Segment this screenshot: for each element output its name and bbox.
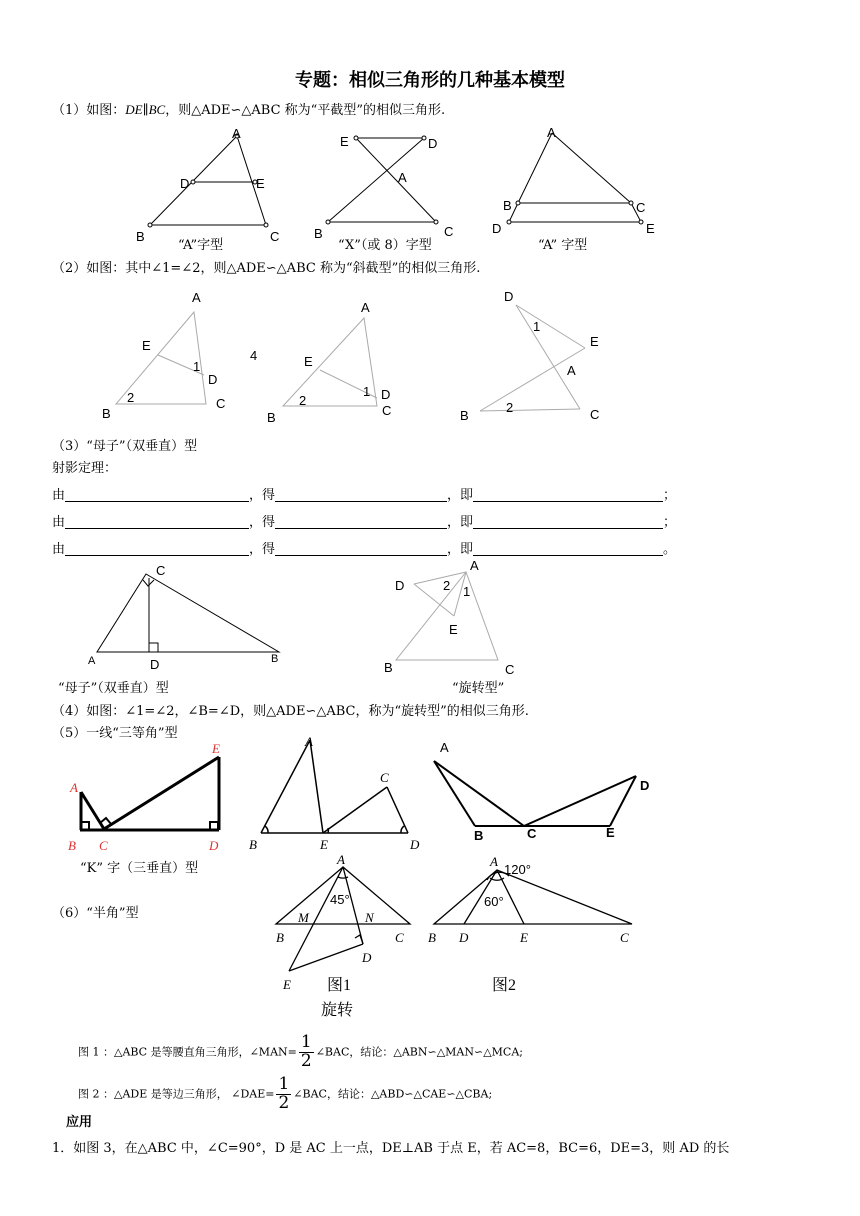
label-B: B [503,198,512,213]
label-E: E [283,977,291,992]
label-C: C [527,826,537,841]
label-E: E [212,741,220,756]
label-C: C [380,770,389,785]
label-B: B [460,408,469,423]
label-2: 2 [299,393,307,408]
label-E: E [320,837,328,852]
label-D: D [395,578,405,593]
label-C: C [156,563,166,578]
label-1: 1 [533,319,541,334]
figure-mother-child [97,574,279,652]
figure-a-shape-2 [492,125,655,236]
label-B: B [271,653,279,665]
label-D: D [362,950,372,965]
section1-text: （1）如图：DE∥BC，则△ADE∽△ABC 称为“平截型”的相似三角形. [52,102,446,118]
figure-x-shape [314,134,453,241]
caption-rotation: “旋转型” [452,681,505,696]
label-C: C [620,930,629,945]
label-E: E [142,338,151,353]
label-B: B [267,410,276,425]
section4-text: （4）如图：∠1=∠2，∠B=∠D，则△ADE∽△ABC，称为“旋转型”的相似三角形. [52,704,529,719]
label-C: C [636,200,646,215]
figure-three-angles-1 [261,740,408,833]
label-A: A [398,170,407,185]
label-E: E [449,622,458,637]
caption-mother-child: “母子”（双垂直）型 [58,681,169,696]
label-2: 2 [443,578,451,593]
label-B: B [102,406,111,421]
label-B: B [249,837,257,852]
label-A: A [70,780,78,795]
figure-k-shape [80,757,219,830]
figure-half-angle-1 [276,867,410,971]
caption-k-shape: “K” 字（三垂直）型 [80,861,199,876]
label-2: 2 [506,400,514,415]
label-B: B [276,930,284,945]
rotate-caption: 旋转 [321,1002,354,1019]
section3-title: （3）“母子”（双垂直）型 [52,439,198,454]
label-E: E [340,134,349,149]
label-A: A [232,126,241,141]
blank-row-2: 由 ，得 ，即 ； [52,515,677,530]
label-D: D [180,176,190,191]
label-E: E [606,825,615,840]
label-E: E [256,176,265,191]
label-B: B [474,828,484,843]
page-title: 专题：相似三角形的几种基本模型 [295,70,565,91]
label-A: A [192,290,201,305]
label-C: C [395,930,404,945]
label-A: A [305,734,313,749]
label-E: E [520,930,528,945]
figure-a-shape-1 [136,126,279,244]
caption-a-shape-2: “A” 字型 [538,238,588,253]
figure2-caption: 图2 [492,977,517,994]
label-A: A [88,655,96,667]
blank-row-3: 由 ，得 ，即 。 [52,542,677,557]
label-C: C [382,403,392,418]
label-D: D [492,221,502,236]
label-A: A [490,854,498,869]
label-D: D [428,136,438,151]
label-D: D [504,289,514,304]
label-B: B [136,229,145,244]
label-E: E [646,221,655,236]
section6-title: （6）“半角”型 [52,906,139,921]
section2-text: （2）如图：其中∠1=∠2，则△ADE∽△ABC 称为“斜截型”的相似三角形. [52,261,481,276]
label-A: A [337,852,345,867]
label-B: B [314,226,323,241]
label-A: A [361,300,370,315]
label-C: C [444,224,454,239]
label-D: D [640,778,650,793]
section5-title: （5）一线“三等角”型 [52,726,178,741]
label-C: C [590,407,600,422]
label-B: B [68,838,76,853]
label-N: N [365,910,374,925]
label-1: 1 [463,584,471,599]
label-E: E [304,354,313,369]
note-figure1: 图 1 ：△ABC 是等腰直角三角形，∠MAN= $\frac{1}{2}$ ∠BAC，结论：△ABN∽△MAN∽△MCA; [78,1032,523,1071]
application-title: 应用 [66,1115,93,1130]
label-D: D [150,657,160,672]
label-C: C [270,229,280,244]
figure1-caption: 图1 [327,977,352,994]
caption-x-shape: “X”（或 8）字型 [338,238,432,253]
label-D: D [381,387,391,402]
label-1: 1 [363,384,371,399]
angle-45-label: 45° [330,892,350,907]
label-1: 1 [193,359,201,374]
figure-three-angles-2 [434,761,636,826]
label-D: D [459,930,469,945]
label-D: D [410,837,420,852]
label-D: D [209,838,219,853]
angle-60-label: 60° [484,894,504,909]
label-C: C [99,838,108,853]
label-A: A [470,558,479,573]
label-D: D [208,372,218,387]
label-A: A [440,740,449,755]
figure-half-angle-2 [434,870,632,924]
angle-120-label: 120° [504,862,531,877]
label-C: C [505,662,515,677]
note-figure2: 图 2 ：△ADE 是等边三角形， ∠DAE= $\frac{1}{2}$ ∠BAC，结论：△ABD∽△CAE∽△CBA; [78,1074,493,1113]
projection-theorem-label: 射影定理： [52,461,118,476]
question-1: 1．如图 3，在△ABC 中，∠C=90°，D 是 AC 上一点，DE⊥AB 于点 E，若 AC=8，BC=6，DE=3，则 AD 的长 [52,1141,730,1156]
label-A: A [567,363,576,378]
label-B: B [384,660,393,675]
label-A: A [547,125,556,140]
label-B: B [428,930,436,945]
blank-row-1: 由 ，得 ，即 ； [52,488,677,503]
label-M: M [298,910,309,925]
label-2: 2 [127,390,135,405]
label-C: C [216,396,226,411]
caption-a-shape-1: “A”字型 [178,238,224,253]
label-E: E [590,334,599,349]
label-4: 4 [250,348,258,363]
